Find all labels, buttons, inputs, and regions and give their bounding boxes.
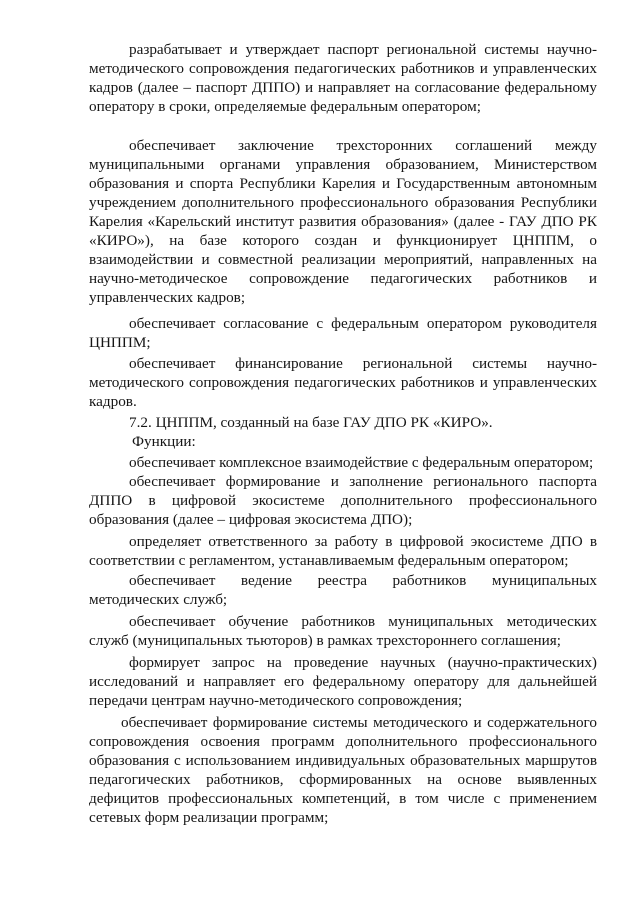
text-line: образования с использованием индивидуальных образовательных маршрутов bbox=[89, 752, 597, 769]
text-line: разрабатывает и утверждает паспорт региональной системы научно- bbox=[129, 41, 597, 58]
text-line: формирует запрос на проведение научных (научно-практических) bbox=[129, 654, 597, 671]
functions-label bbox=[89, 432, 597, 451]
text-line: учреждением дополнительного профессионального образования Республики bbox=[89, 194, 597, 211]
paragraph-agreements bbox=[89, 136, 597, 307]
function-registry bbox=[89, 571, 597, 609]
text-line: методического сопровождения педагогических работников и управленческих bbox=[89, 374, 597, 391]
function-methodical-system bbox=[89, 713, 597, 827]
text-line: сетевых форм реализации программ; bbox=[89, 809, 329, 826]
text-line: методического сопровождения педагогических работников и управленческих bbox=[89, 60, 597, 77]
paragraph-passport bbox=[89, 40, 597, 116]
function-passport-filling bbox=[89, 472, 597, 529]
text-line: обеспечивает финансирование региональной системы научно- bbox=[129, 355, 597, 372]
text-line: обеспечивает ведение реестра работников муниципальных bbox=[129, 572, 597, 589]
text-line: обеспечивает формирование системы методического и содержательного bbox=[121, 714, 597, 731]
paragraph-head-approval bbox=[89, 314, 597, 352]
text-line: обеспечивает комплексное взаимодействие с федеральным оператором; bbox=[129, 454, 594, 471]
text-line: Карелия «Карельский институт развития образования» (далее - ГАУ ДПО РК bbox=[89, 213, 597, 230]
text-line: образования (далее – цифровая экосистема ДПО); bbox=[89, 511, 413, 528]
text-line: управленческих кадров; bbox=[89, 289, 246, 306]
text-line: ЦНППМ; bbox=[89, 334, 151, 351]
text-line: обеспечивает обучение работников муниципальных методических bbox=[129, 613, 597, 630]
text-line: муниципальными органами управления образованием, Министерством bbox=[89, 156, 597, 173]
text-line: педагогических работников, сформированных на основе выявленных bbox=[89, 771, 597, 788]
text-line: передачи центрам научно-методического сопровождения; bbox=[89, 692, 463, 709]
text-line: обеспечивает согласование с федеральным оператором руководителя bbox=[129, 315, 597, 332]
text-line: «КИРО»), на базе которого создан и функционирует ЦНППМ, о bbox=[89, 232, 597, 249]
text-line: 7.2. ЦНППМ, созданный на базе ГАУ ДПО РК «КИРО». bbox=[129, 414, 493, 431]
function-responsible bbox=[89, 532, 597, 570]
text-line: кадров. bbox=[89, 393, 137, 410]
text-line: сопровождения освоения программ дополнительного профессионального bbox=[89, 733, 597, 750]
text-line: служб (муниципальных тьюторов) в рамках трехстороннего соглашения; bbox=[89, 632, 561, 649]
text-line: определяет ответственного за работу в цифровой экосистеме ДПО в bbox=[129, 533, 597, 550]
text-line: обеспечивает заключение трехсторонних соглашений между bbox=[129, 137, 597, 154]
text-line: методических служб; bbox=[89, 591, 228, 608]
text-line: оператору в сроки, определяемые федеральным оператором; bbox=[89, 98, 481, 115]
text-line: ДППО в цифровой экосистеме дополнительного профессионального bbox=[89, 492, 597, 509]
text-line: научно-методическое сопровождение педагогических работников и bbox=[89, 270, 597, 287]
text-line: соответствии с регламентом, устанавливаемым федеральным оператором; bbox=[89, 552, 569, 569]
function-research-request bbox=[89, 653, 597, 710]
text-line: Функции: bbox=[132, 433, 196, 450]
paragraph-financing bbox=[89, 354, 597, 411]
text-line: обеспечивает формирование и заполнение регионального паспорта bbox=[129, 473, 597, 490]
text-line: кадров (далее – паспорт ДППО) и направляет на согласование федеральному bbox=[89, 79, 597, 96]
function-interaction bbox=[89, 453, 597, 472]
section-heading-7-2 bbox=[89, 413, 597, 432]
text-line: взаимодействии и совместной реализации мероприятий, направленных на bbox=[89, 251, 597, 268]
text-line: исследований и направляет его федеральному оператору для дальнейшей bbox=[89, 673, 597, 690]
text-line: образования и спорта Республики Карелия и Государственным автономным bbox=[89, 175, 597, 192]
text-line: дефицитов профессиональных компетенций, в том числе с применением bbox=[89, 790, 597, 807]
function-training bbox=[89, 612, 597, 650]
